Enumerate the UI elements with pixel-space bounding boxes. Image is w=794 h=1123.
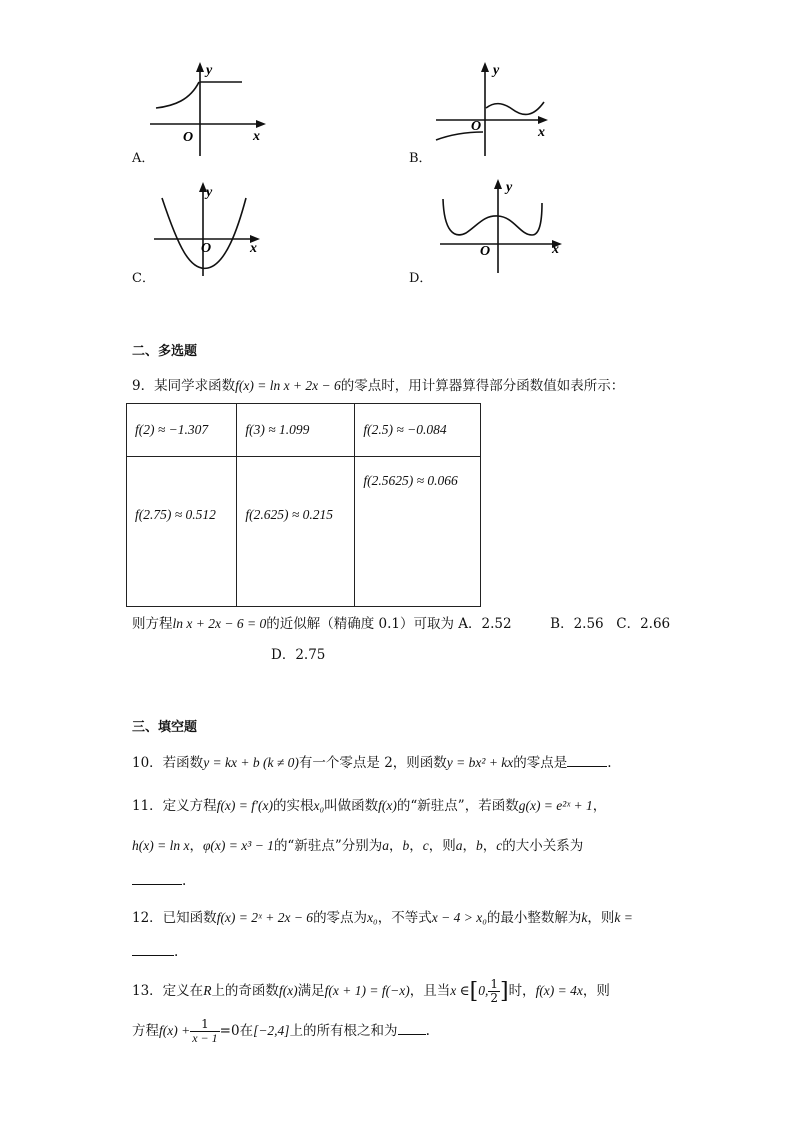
question-13-line-1: 13．定义在R上的奇函数f(x)满足f(x + 1) = f(−x)，且当x ∈[0, $\frac{1}{2}$ ]时，f(x) = 4x，则 <box>132 977 610 1005</box>
fraction-numerator: 1 <box>490 977 498 991</box>
q11-formula: φ(x) = x³ − 1 <box>202 838 274 853</box>
q10-text: . <box>607 755 612 771</box>
q13-text: 上的奇函数 <box>211 983 279 999</box>
graph-b-origin-label: O <box>471 119 482 134</box>
q12-text: 的最小整数解为 <box>486 910 582 926</box>
q13-text: ，且当 <box>409 983 451 999</box>
graph-option-a <box>150 60 270 160</box>
q11-formula: g(x) = e²ˣ + 1 <box>518 798 593 813</box>
q13-formula: R <box>203 983 212 998</box>
q9-option-c[interactable]: C．2.66 <box>616 616 671 632</box>
graph-d-x-label: x <box>552 242 559 257</box>
q13-text: 方程 <box>132 1023 159 1039</box>
option-b-label: B． <box>409 151 432 166</box>
option-c-label: C． <box>132 271 155 286</box>
question-9-answer-line <box>132 612 670 632</box>
fraction-denominator: x − 1 <box>192 1031 218 1045</box>
fraction-denominator: 2 <box>490 991 498 1005</box>
graph-option-c <box>150 180 270 280</box>
section-title-multiple-choice: 二、多选题 <box>132 344 198 359</box>
graph-b-x-label: x <box>538 125 545 140</box>
q11-text: ， <box>482 838 497 854</box>
q9-option-a[interactable]: A．2.52 <box>458 616 512 632</box>
q11-text: 叫做函数 <box>324 798 379 814</box>
q12-formula: k = <box>614 910 633 925</box>
q12-text: ，则 <box>587 910 615 926</box>
q12-formula: f(x) = 2ˣ + 2x − 6 <box>216 910 314 925</box>
graph-d-origin-label: O <box>480 244 491 259</box>
q11-text: ，则 <box>428 838 456 854</box>
table-cell: f(2.5) ≈ −0.084 <box>355 404 481 457</box>
q11-formula: f(x) = f′(x) <box>216 798 273 813</box>
q9-stem-suffix: 的零点时，用计算器算得部分函数值如表所示： <box>340 378 625 394</box>
q11-formula: b <box>476 838 483 853</box>
q12-formula: k <box>581 910 588 925</box>
graph-option-d <box>432 175 567 275</box>
graph-b-y-label: y <box>493 63 500 78</box>
q9-option-d[interactable]: D．2.75 <box>271 647 326 663</box>
q11-formula: a <box>455 838 463 853</box>
q13-text: 上的所有根之和为 <box>289 1023 398 1039</box>
q13-fraction <box>488 978 500 1005</box>
graph-c-origin-label: O <box>201 241 212 256</box>
q9-answer-equation: ln x + 2x − 6 = 0 <box>172 616 267 631</box>
q12-formula: x − 4 > x₀ <box>431 910 487 925</box>
q11-text: ， <box>592 798 607 814</box>
table-row <box>127 404 481 457</box>
graph-a-y-label: y <box>206 63 213 78</box>
q13-text: ，则 <box>582 983 610 999</box>
q13-formula: f(x + 1) = f(−x) <box>324 983 410 998</box>
q12-text: 的零点为 <box>313 910 368 926</box>
q13-formula: f(x) = 4x <box>535 983 583 998</box>
question-9-stem <box>132 374 624 394</box>
q13-text: 时， <box>508 983 536 999</box>
q9-answer-mid: 的近似解（精确度 0.1）可取为 <box>266 616 454 632</box>
q11-text: ， <box>462 838 476 854</box>
q11-text: 的大小关系为 <box>502 838 584 854</box>
q11-text: 的实根 <box>272 798 314 814</box>
q11-answer-blank[interactable] <box>132 872 182 885</box>
q11-text: 的“新驻点”，若函数 <box>396 798 519 814</box>
q10-formula: y = bx² + kx <box>446 755 514 770</box>
table-cell: f(3) ≈ 1.099 <box>237 404 355 457</box>
question-11-line-3 <box>132 872 186 889</box>
q11-formula: h(x) = ln x <box>132 838 190 853</box>
q9-stem-function: f(x) = ln x + 2x − 6 <box>235 378 341 393</box>
q11-text: 的“新驻点”分别为 <box>273 838 383 854</box>
q9-option-b[interactable]: B．2.56 <box>550 616 604 632</box>
table-cell: f(2) ≈ −1.307 <box>127 404 237 457</box>
q13-text: =0 <box>219 1023 240 1039</box>
q12-answer-blank[interactable] <box>132 943 174 956</box>
q13-text: 13．定义在 <box>132 983 204 999</box>
q9-stem-prefix: 9．某同学求函数 <box>132 378 236 394</box>
function-values-table <box>126 403 481 607</box>
q11-formula: f(x) <box>378 798 397 813</box>
graph-c-x-label: x <box>250 241 257 256</box>
q10-text: 的零点是 <box>513 755 568 771</box>
q11-text: ， <box>409 838 423 854</box>
question-10 <box>132 751 612 771</box>
q13-fraction <box>190 1018 219 1045</box>
q13-formula: f(x) + <box>159 1023 191 1038</box>
table-cell: f(2.75) ≈ 0.512 <box>127 457 237 607</box>
table-row <box>127 457 481 607</box>
q13-formula: 0, <box>478 983 489 998</box>
q10-answer-blank[interactable] <box>567 754 607 767</box>
q12-formula: x₀ <box>367 910 378 925</box>
q10-text: 有一个零点是 2，则函数 <box>298 755 447 771</box>
q12-text: 12．已知函数 <box>132 910 217 926</box>
q11-formula: c <box>496 838 503 853</box>
table-cell: f(2.625) ≈ 0.215 <box>237 457 355 607</box>
fraction-numerator: 1 <box>190 1018 219 1032</box>
q13-text: 满足 <box>297 983 325 999</box>
question-12-line-1 <box>132 906 633 926</box>
q11-formula: x₀ <box>313 798 325 813</box>
question-11-line-2 <box>132 834 583 854</box>
q12-text: ，不等式 <box>377 910 432 926</box>
q10-text: 10．若函数 <box>132 755 204 771</box>
q13-answer-blank[interactable] <box>398 1022 426 1035</box>
q9-answer-prefix: 则方程 <box>132 616 173 632</box>
section-title-fill-in-blank: 三、填空题 <box>132 720 198 735</box>
q13-formula: f(x) <box>278 983 298 998</box>
option-a-label: A． <box>132 151 155 166</box>
q11-formula: b <box>402 838 410 853</box>
q11-formula: a <box>382 838 389 853</box>
question-12-line-2 <box>132 943 178 960</box>
q10-formula: y = kx + b (k ≠ 0) <box>203 755 299 770</box>
q13-text: 在 <box>239 1023 254 1039</box>
question-13-line-2 <box>132 1018 430 1045</box>
table-cell: f(2.5625) ≈ 0.066 <box>355 457 481 607</box>
q11-text: 11．定义方程 <box>132 798 217 814</box>
q11-text: . <box>182 873 187 889</box>
graph-a-x-label: x <box>253 129 260 144</box>
q13-text: . <box>425 1023 430 1039</box>
option-d-label: D． <box>409 271 433 286</box>
graph-c-y-label: y <box>206 185 213 200</box>
q11-formula: c <box>422 838 429 853</box>
graph-d-y-label: y <box>506 180 513 195</box>
q13-formula: x ∈ <box>450 983 470 998</box>
question-11-line-1 <box>132 794 606 814</box>
graph-option-b <box>432 60 557 160</box>
graph-a-origin-label: O <box>183 130 194 145</box>
q11-text: ， <box>189 838 203 854</box>
q12-text: . <box>174 944 179 960</box>
q11-text: ， <box>389 838 403 854</box>
q13-formula: [−2,4] <box>253 1023 290 1038</box>
